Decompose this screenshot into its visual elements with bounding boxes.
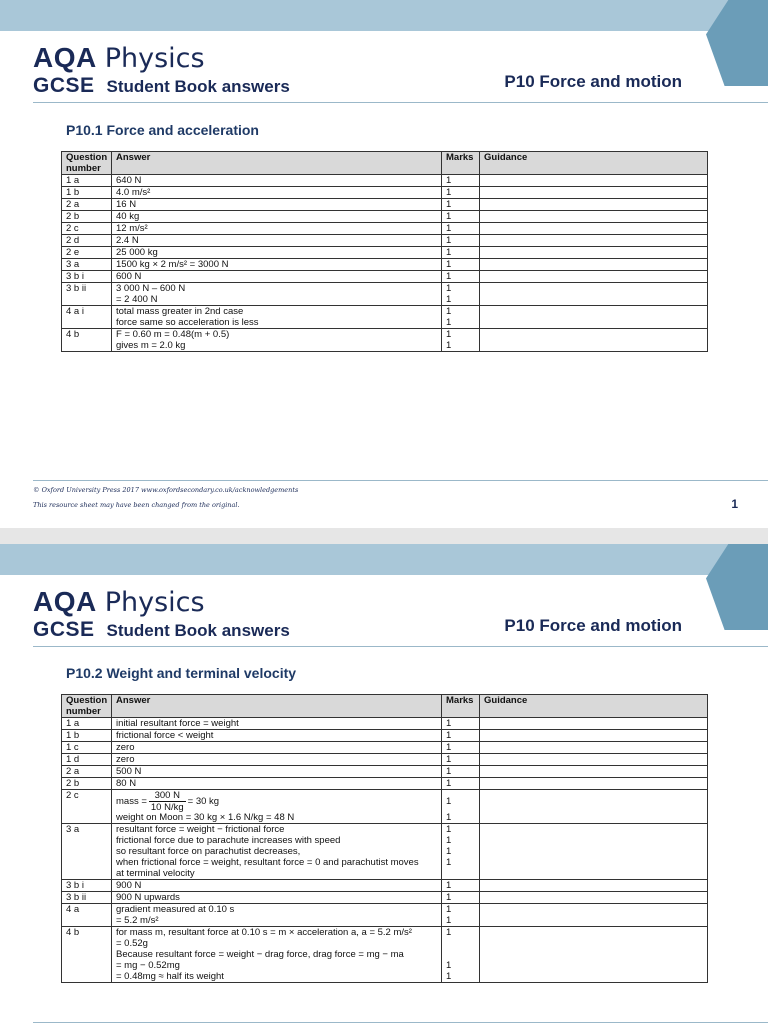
answer-cell — [112, 824, 442, 880]
answers-body — [62, 824, 708, 983]
answer-line: for mass m, resultant force at 0.10 s = m × acceleration a, a = 5.2 m/s² — [116, 927, 412, 938]
mass-equation — [116, 790, 437, 812]
marks-cell — [442, 754, 480, 766]
guidance-cell — [480, 904, 708, 927]
answer-cell — [112, 904, 442, 927]
question-cell: 3 b ii — [62, 283, 112, 306]
question-cell: 3 b i — [62, 880, 112, 892]
answers-body-2c — [62, 790, 708, 824]
question-cell: 4 b — [62, 927, 112, 983]
answer-line: = 2 400 N — [116, 294, 158, 305]
marks-cell — [442, 283, 480, 306]
table-row — [62, 175, 708, 187]
question-cell: 2 d — [62, 235, 112, 247]
mass-prefix: mass = — [116, 795, 147, 807]
answer-cell — [112, 766, 442, 778]
question-cell: 4 b — [62, 329, 112, 352]
mark-value: 1 — [446, 340, 452, 351]
answer-line: initial resultant force = weight — [116, 718, 239, 729]
guidance-cell — [480, 754, 708, 766]
answer-line: resultant force = weight − frictional force — [116, 824, 285, 835]
guidance-cell — [480, 223, 708, 235]
marks-cell — [442, 211, 480, 223]
mark-value: 1 — [446, 271, 452, 282]
mark-value: 1 — [446, 211, 452, 222]
mass-fraction — [149, 790, 186, 813]
page-gap — [0, 528, 768, 544]
header-answer: Answer — [112, 695, 442, 718]
subject-title: Physics — [104, 43, 205, 74]
table-row — [62, 259, 708, 271]
guidance-cell — [480, 778, 708, 790]
question-cell: 1 b — [62, 730, 112, 742]
marks-cell — [442, 187, 480, 199]
marks-cell — [442, 247, 480, 259]
mark-value: 1 — [446, 718, 452, 729]
answer-line: total mass greater in 2nd case — [116, 306, 244, 317]
answer-line: 12 m/s² — [116, 223, 148, 234]
header-marks: Marks — [442, 695, 480, 718]
table-row — [62, 730, 708, 742]
marks-cell — [442, 329, 480, 352]
answer-line: zero — [116, 754, 135, 765]
mark-value: 1 — [446, 175, 452, 186]
answer-line: zero — [116, 742, 135, 753]
question-cell: 3 a — [62, 824, 112, 880]
book-title: Student Book answers — [106, 621, 290, 640]
guidance-cell — [480, 199, 708, 211]
answer-line: F = 0.60 m = 0.48(m + 0.5) — [116, 329, 230, 340]
question-cell: 4 a — [62, 904, 112, 927]
mark-value: 1 — [446, 812, 452, 823]
question-cell: 1 b — [62, 187, 112, 199]
guidance-cell — [480, 283, 708, 306]
question-cell: 2 b — [62, 211, 112, 223]
brand-logo — [33, 42, 290, 98]
answer-line: so resultant force on parachutist decreases, — [116, 846, 301, 857]
page-2 — [0, 544, 768, 1024]
mass-suffix: = 30 kg — [187, 795, 220, 807]
level-label: GCSE — [33, 618, 95, 641]
answer-cell — [112, 283, 442, 306]
marks-cell — [442, 271, 480, 283]
table-row — [62, 329, 708, 352]
mark-value: 1 — [446, 857, 452, 868]
guidance-cell — [480, 730, 708, 742]
answer-cell — [112, 259, 442, 271]
header-divider — [33, 646, 768, 647]
guidance-cell — [480, 306, 708, 329]
header-band — [0, 544, 768, 575]
answer-line: 600 N — [116, 271, 142, 282]
guidance-cell — [480, 259, 708, 271]
table-row — [62, 187, 708, 199]
table-row — [62, 742, 708, 754]
marks-cell — [442, 199, 480, 211]
question-cell: 2 c — [62, 223, 112, 235]
guidance-cell — [480, 235, 708, 247]
chapter-title: P10 Force and motion — [504, 72, 682, 91]
marks-cell — [442, 306, 480, 329]
answer-cell — [112, 329, 442, 352]
mark-value: 1 — [446, 904, 452, 915]
header-question: Question number — [62, 695, 112, 718]
fraction-denominator: 10 N/kg — [150, 801, 184, 813]
mark-value: 1 — [446, 294, 452, 305]
table-row — [62, 235, 708, 247]
table-header-row — [62, 695, 708, 718]
answer-cell — [112, 223, 442, 235]
question-cell: 2 b — [62, 778, 112, 790]
answer-cell — [112, 199, 442, 211]
mark-value: 1 — [446, 915, 452, 926]
answer-cell — [112, 175, 442, 187]
answer-cell — [112, 742, 442, 754]
answer-line: Because resultant force = weight − drag force, drag force = mg − ma — [116, 949, 404, 960]
chapter-title: P10 Force and motion — [504, 616, 682, 635]
answer-line: 1500 kg × 2 m/s² = 3000 N — [116, 259, 229, 270]
subject-title: Physics — [104, 587, 205, 618]
answer-line: 900 N — [116, 880, 142, 891]
marks-cell — [442, 790, 480, 824]
question-cell: 3 a — [62, 259, 112, 271]
answer-line: = 5.2 m/s² — [116, 915, 159, 926]
answer-cell — [112, 927, 442, 983]
answers-table — [61, 151, 708, 352]
mark-value: 1 — [446, 235, 452, 246]
mark-value — [446, 868, 475, 879]
footer-divider — [33, 1022, 768, 1023]
marks-cell — [442, 766, 480, 778]
table-row — [62, 211, 708, 223]
answer-line: 3 000 N – 600 N — [116, 283, 186, 294]
marks-cell — [442, 223, 480, 235]
marks-cell — [442, 824, 480, 880]
footer-divider — [33, 480, 768, 481]
mark-value: 1 — [446, 247, 452, 258]
mark-value: 1 — [446, 306, 452, 317]
table-row — [62, 247, 708, 259]
guidance-cell — [480, 824, 708, 880]
answer-cell — [112, 271, 442, 283]
answer-line: 4.0 m/s² — [116, 187, 151, 198]
mark-value: 1 — [446, 742, 452, 753]
question-cell: 3 b i — [62, 271, 112, 283]
answer-cell — [112, 718, 442, 730]
answer-cell — [112, 754, 442, 766]
question-cell: 4 a i — [62, 306, 112, 329]
mark-value — [446, 938, 475, 949]
question-cell: 2 a — [62, 199, 112, 211]
guidance-cell — [480, 175, 708, 187]
question-cell: 2 e — [62, 247, 112, 259]
guidance-cell — [480, 927, 708, 983]
marks-cell — [442, 742, 480, 754]
table-row — [62, 718, 708, 730]
guidance-cell — [480, 271, 708, 283]
section-title: P10.1 Force and acceleration — [66, 122, 259, 138]
mark-value: 1 — [446, 329, 452, 340]
mark-value: 1 — [446, 766, 452, 777]
answer-line: 500 N — [116, 766, 142, 777]
answer-line: = 0.52g — [116, 938, 148, 949]
guidance-cell — [480, 880, 708, 892]
table-row — [62, 223, 708, 235]
answer-line: = mg − 0.52mg — [116, 960, 180, 971]
page-number: 1 — [731, 497, 738, 511]
marks-cell — [442, 175, 480, 187]
guidance-cell — [480, 766, 708, 778]
answers-body — [62, 718, 708, 790]
marks-cell — [442, 778, 480, 790]
mark-value: 1 — [446, 835, 452, 846]
mark-value: 1 — [446, 892, 452, 903]
guidance-cell — [480, 329, 708, 352]
table-row — [62, 283, 708, 306]
mark-value: 1 — [446, 971, 452, 982]
marks-cell — [442, 904, 480, 927]
mark-value: 1 — [446, 283, 452, 294]
answer-line: 16 N — [116, 199, 137, 210]
table-row — [62, 892, 708, 904]
answers-body — [62, 175, 708, 352]
answer-cell — [112, 235, 442, 247]
answer-line: 640 N — [116, 175, 142, 186]
mark-value: 1 — [446, 187, 452, 198]
guidance-cell — [480, 718, 708, 730]
marks-cell — [442, 730, 480, 742]
answer-line: weight on Moon = 30 kg × 1.6 N/kg = 48 N — [116, 812, 295, 823]
answer-line: = 0.48mg ≈ half its weight — [116, 971, 224, 982]
answer-line: force same so acceleration is less — [116, 317, 259, 328]
header-divider — [33, 102, 768, 103]
guidance-cell — [480, 187, 708, 199]
mark-value: 1 — [446, 824, 452, 835]
brand-logo — [33, 586, 290, 642]
mark-value: 1 — [446, 317, 452, 328]
aqa-logo-text: AQA — [33, 42, 97, 73]
mark-value: 1 — [446, 754, 452, 765]
marks-cell — [442, 892, 480, 904]
mark-value: 1 — [446, 927, 452, 938]
mark-value: 1 — [446, 223, 452, 234]
answer-line: 80 N — [116, 778, 137, 789]
table-row — [62, 880, 708, 892]
answer-cell — [112, 187, 442, 199]
guidance-cell — [480, 247, 708, 259]
question-cell: 2 c — [62, 790, 112, 824]
question-cell: 1 a — [62, 718, 112, 730]
section-title: P10.2 Weight and terminal velocity — [66, 665, 297, 681]
mark-value: 1 — [446, 795, 452, 807]
answer-cell — [112, 790, 442, 824]
answer-line: gives m = 2.0 kg — [116, 340, 186, 351]
table-row — [62, 927, 708, 983]
guidance-cell — [480, 892, 708, 904]
disclaimer-line: This resource sheet may have been changed from the original. — [33, 501, 240, 509]
mark-value: 1 — [446, 880, 452, 891]
table-row — [62, 824, 708, 880]
copyright-line: © Oxford University Press 2017 www.oxfordsecondary.co.uk/acknowledgements — [33, 486, 299, 494]
table-row — [62, 790, 708, 824]
mark-value: 1 — [446, 199, 452, 210]
answer-line: gradient measured at 0.10 s — [116, 904, 235, 915]
answer-line: 900 N upwards — [116, 892, 180, 903]
answer-line: frictional force due to parachute increases with speed — [116, 835, 341, 846]
answer-cell — [112, 880, 442, 892]
answer-cell — [112, 211, 442, 223]
answer-cell — [112, 730, 442, 742]
answer-line: 40 kg — [116, 211, 140, 222]
table-row — [62, 904, 708, 927]
question-cell: 1 d — [62, 754, 112, 766]
question-cell: 2 a — [62, 766, 112, 778]
table-row — [62, 754, 708, 766]
header-answer: Answer — [112, 152, 442, 175]
question-cell: 1 a — [62, 175, 112, 187]
question-cell: 1 c — [62, 742, 112, 754]
header-guidance: Guidance — [480, 152, 708, 175]
marks-cell — [442, 718, 480, 730]
question-cell: 3 b ii — [62, 892, 112, 904]
mark-value — [446, 949, 475, 960]
answer-cell — [112, 247, 442, 259]
mark-value: 1 — [446, 846, 452, 857]
table-row — [62, 306, 708, 329]
guidance-cell — [480, 790, 708, 824]
header-question: Question number — [62, 152, 112, 175]
answer-cell — [112, 778, 442, 790]
answer-line: frictional force < weight — [116, 730, 214, 741]
answer-line: at terminal velocity — [116, 868, 195, 879]
answer-cell — [112, 892, 442, 904]
aqa-logo-text: AQA — [33, 586, 97, 617]
level-label: GCSE — [33, 74, 95, 97]
marks-cell — [442, 880, 480, 892]
mark-value: 1 — [446, 778, 452, 789]
table-row — [62, 766, 708, 778]
answer-line: 2.4 N — [116, 235, 139, 246]
mark-value: 1 — [446, 259, 452, 270]
guidance-cell — [480, 211, 708, 223]
table-row — [62, 271, 708, 283]
answer-cell — [112, 306, 442, 329]
marks-cell — [442, 259, 480, 271]
marks-cell — [442, 235, 480, 247]
fraction-numerator: 300 N — [149, 790, 186, 802]
answers-table — [61, 694, 708, 983]
mark-value: 1 — [446, 730, 452, 741]
header-guidance: Guidance — [480, 695, 708, 718]
marks-cell — [442, 927, 480, 983]
book-title: Student Book answers — [106, 77, 290, 96]
table-row — [62, 199, 708, 211]
guidance-cell — [480, 742, 708, 754]
table-header-row — [62, 152, 708, 175]
header-band — [0, 0, 768, 31]
answer-line: 25 000 kg — [116, 247, 158, 258]
header-marks: Marks — [442, 152, 480, 175]
table-row — [62, 778, 708, 790]
answer-line: when frictional force = weight, resultant force = 0 and parachutist moves — [116, 857, 419, 868]
mark-value: 1 — [446, 960, 452, 971]
